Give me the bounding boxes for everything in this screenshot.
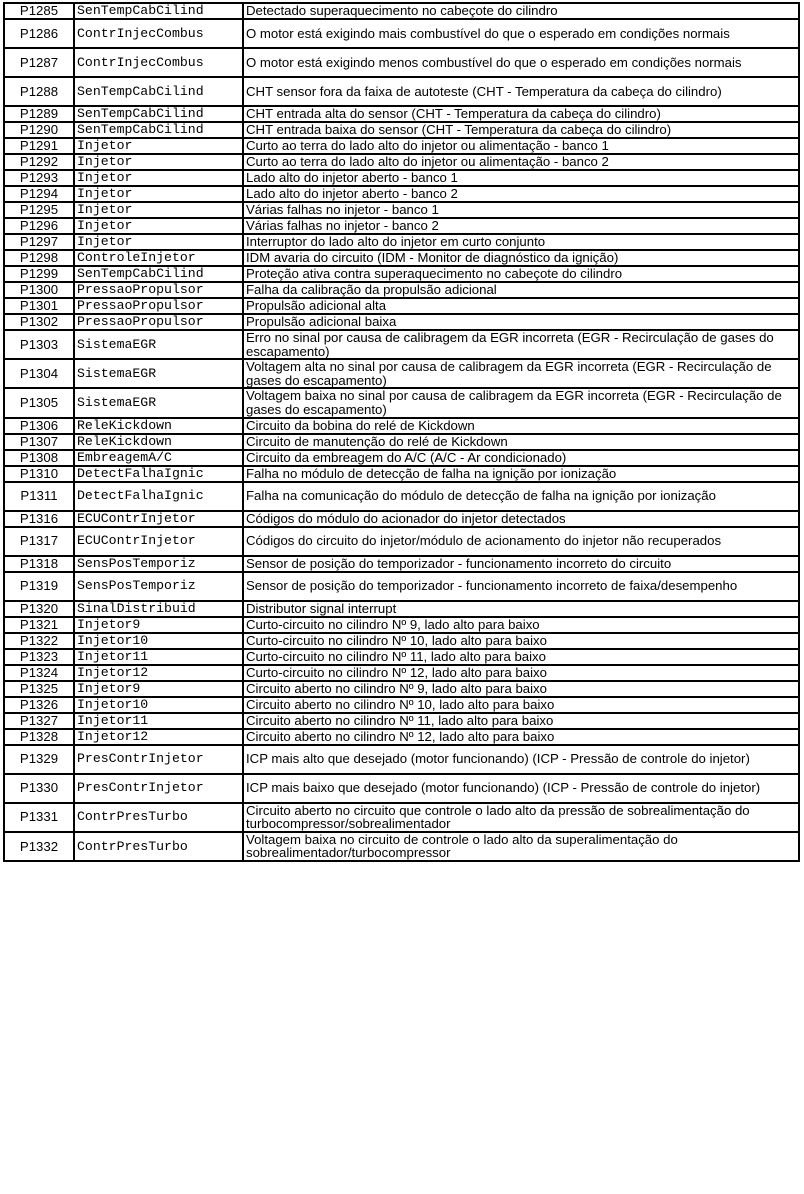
description-cell: Interruptor do lado alto do injetor em curto conjunto xyxy=(243,234,799,250)
fault-code-cell: P1326 xyxy=(4,697,74,713)
description-cell: Circuito aberto no cilindro Nº 10, lado alto para baixo xyxy=(243,697,799,713)
fault-code-cell: P1324 xyxy=(4,665,74,681)
description-cell: Voltagem baixa no sinal por causa de calibragem da EGR incorreta (EGR - Recirculação de gases do escapamento) xyxy=(243,388,799,417)
fault-code-cell: P1332 xyxy=(4,832,74,861)
description-cell: Distributor signal interrupt xyxy=(243,601,799,617)
table-row xyxy=(4,434,799,450)
system-cell: Injetor11 xyxy=(74,649,243,665)
fault-code-cell: P1310 xyxy=(4,466,74,482)
table-row xyxy=(4,729,799,745)
system-cell: Injetor11 xyxy=(74,713,243,729)
table-row xyxy=(4,450,799,466)
fault-code-cell: P1325 xyxy=(4,681,74,697)
table-row xyxy=(4,202,799,218)
description-cell: Falha no módulo de detecção de falha na ignição por ionização xyxy=(243,466,799,482)
fault-code-cell: P1306 xyxy=(4,418,74,434)
fault-code-cell: P1289 xyxy=(4,106,74,122)
fault-code-cell: P1286 xyxy=(4,19,74,48)
system-cell: DetectFalhaIgnic xyxy=(74,482,243,511)
description-cell: Propulsão adicional alta xyxy=(243,298,799,314)
table-row xyxy=(4,697,799,713)
system-cell: PressaoPropulsor xyxy=(74,298,243,314)
description-cell: Erro no sinal por causa de calibragem da EGR incorreta (EGR - Recirculação de gases do escapamento) xyxy=(243,330,799,359)
fault-code-cell: P1301 xyxy=(4,298,74,314)
fault-code-cell: P1328 xyxy=(4,729,74,745)
description-cell: Detectado superaquecimento no cabeçote do cilindro xyxy=(243,3,799,19)
description-cell: Falha da calibração da propulsão adicional xyxy=(243,282,799,298)
description-cell: Circuito aberto no cilindro Nº 9, lado alto para baixo xyxy=(243,681,799,697)
system-cell: Injetor10 xyxy=(74,697,243,713)
description-cell: CHT sensor fora da faixa de autoteste (CHT - Temperatura da cabeça do cilindro) xyxy=(243,77,799,106)
system-cell: ECUContrInjetor xyxy=(74,527,243,556)
table-row xyxy=(4,527,799,556)
table-row xyxy=(4,234,799,250)
system-cell: Injetor12 xyxy=(74,665,243,681)
fault-code-cell: P1299 xyxy=(4,266,74,282)
description-cell: Lado alto do injetor aberto - banco 1 xyxy=(243,170,799,186)
fault-code-cell: P1330 xyxy=(4,774,74,803)
fault-code-cell: P1293 xyxy=(4,170,74,186)
table-row xyxy=(4,298,799,314)
system-cell: SenTempCabCilind xyxy=(74,266,243,282)
system-cell: ReleKickdown xyxy=(74,434,243,450)
fault-code-cell: P1321 xyxy=(4,617,74,633)
description-cell: Circuito da embreagem do A/C (A/C - Ar condicionado) xyxy=(243,450,799,466)
description-cell: Curto ao terra do lado alto do injetor ou alimentação - banco 2 xyxy=(243,154,799,170)
fault-code-cell: P1320 xyxy=(4,601,74,617)
system-cell: PressaoPropulsor xyxy=(74,314,243,330)
fault-code-cell: P1316 xyxy=(4,511,74,527)
description-cell: Curto ao terra do lado alto do injetor ou alimentação - banco 1 xyxy=(243,138,799,154)
description-cell: Códigos do módulo do acionador do injetor detectados xyxy=(243,511,799,527)
system-cell: Injetor9 xyxy=(74,617,243,633)
system-cell: Injetor xyxy=(74,218,243,234)
fault-code-cell: P1318 xyxy=(4,556,74,572)
description-cell: Curto-circuito no cilindro Nº 9, lado alto para baixo xyxy=(243,617,799,633)
system-cell: ContrInjecCombus xyxy=(74,19,243,48)
fault-code-cell: P1298 xyxy=(4,250,74,266)
table-row xyxy=(4,48,799,77)
dtc-code-table xyxy=(3,2,800,862)
fault-code-cell: P1295 xyxy=(4,202,74,218)
system-cell: SistemaEGR xyxy=(74,388,243,417)
table-row xyxy=(4,77,799,106)
description-cell: Curto-circuito no cilindro Nº 10, lado alto para baixo xyxy=(243,633,799,649)
description-cell: ICP mais alto que desejado (motor funcionando) (ICP - Pressão de controle do injetor) xyxy=(243,745,799,774)
table-row xyxy=(4,713,799,729)
description-cell: Sensor de posição do temporizador - funcionamento incorreto do circuito xyxy=(243,556,799,572)
fault-code-cell: P1304 xyxy=(4,359,74,388)
table-row xyxy=(4,314,799,330)
description-cell: CHT entrada baixa do sensor (CHT - Temperatura da cabeça do cilindro) xyxy=(243,122,799,138)
table-row xyxy=(4,122,799,138)
description-cell: Propulsão adicional baixa xyxy=(243,314,799,330)
system-cell: PresContrInjetor xyxy=(74,774,243,803)
system-cell: SenTempCabCilind xyxy=(74,77,243,106)
system-cell: Injetor xyxy=(74,202,243,218)
table-row xyxy=(4,359,799,388)
system-cell: EmbreagemA/C xyxy=(74,450,243,466)
system-cell: SensPosTemporiz xyxy=(74,556,243,572)
table-row xyxy=(4,154,799,170)
description-cell: Várias falhas no injetor - banco 1 xyxy=(243,202,799,218)
system-cell: ECUContrInjetor xyxy=(74,511,243,527)
table-row xyxy=(4,138,799,154)
fault-code-cell: P1292 xyxy=(4,154,74,170)
fault-code-cell: P1303 xyxy=(4,330,74,359)
fault-code-cell: P1291 xyxy=(4,138,74,154)
table-row xyxy=(4,774,799,803)
fault-code-cell: P1296 xyxy=(4,218,74,234)
system-cell: ContrPresTurbo xyxy=(74,803,243,832)
fault-code-cell: P1329 xyxy=(4,745,74,774)
system-cell: SistemaEGR xyxy=(74,330,243,359)
description-cell: Lado alto do injetor aberto - banco 2 xyxy=(243,186,799,202)
description-cell: Circuito aberto no cilindro Nº 12, lado alto para baixo xyxy=(243,729,799,745)
table-row xyxy=(4,482,799,511)
table-row xyxy=(4,832,799,861)
system-cell: SenTempCabCilind xyxy=(74,106,243,122)
table-row xyxy=(4,250,799,266)
fault-code-cell: P1319 xyxy=(4,572,74,601)
system-cell: DetectFalhaIgnic xyxy=(74,466,243,482)
description-cell: Várias falhas no injetor - banco 2 xyxy=(243,218,799,234)
system-cell: Injetor xyxy=(74,170,243,186)
description-cell: Circuito de manutenção do relé de Kickdown xyxy=(243,434,799,450)
table-row xyxy=(4,601,799,617)
fault-code-cell: P1287 xyxy=(4,48,74,77)
table-row xyxy=(4,19,799,48)
description-cell: Sensor de posição do temporizador - funcionamento incorreto de faixa/desempenho xyxy=(243,572,799,601)
description-cell: Voltagem baixa no circuito de controle o lado alto da superalimentação do sobrealimentador/turbocompressor xyxy=(243,832,799,861)
system-cell: PresContrInjetor xyxy=(74,745,243,774)
description-cell: Circuito aberto no cilindro Nº 11, lado alto para baixo xyxy=(243,713,799,729)
description-cell: Curto-circuito no cilindro Nº 12, lado alto para baixo xyxy=(243,665,799,681)
table-row xyxy=(4,745,799,774)
table-row xyxy=(4,649,799,665)
system-cell: SensPosTemporiz xyxy=(74,572,243,601)
table-row xyxy=(4,681,799,697)
fault-code-cell: P1323 xyxy=(4,649,74,665)
system-cell: SinalDistribuid xyxy=(74,601,243,617)
table-row xyxy=(4,3,799,19)
system-cell: Injetor xyxy=(74,154,243,170)
description-cell: O motor está exigindo mais combustível do que o esperado em condições normais xyxy=(243,19,799,48)
fault-code-cell: P1308 xyxy=(4,450,74,466)
fault-code-cell: P1285 xyxy=(4,3,74,19)
table-row xyxy=(4,282,799,298)
fault-code-cell: P1311 xyxy=(4,482,74,511)
description-cell: Voltagem alta no sinal por causa de calibragem da EGR incorreta (EGR - Recirculação de gases do escapamento) xyxy=(243,359,799,388)
table-row xyxy=(4,266,799,282)
fault-code-cell: P1297 xyxy=(4,234,74,250)
description-cell: Circuito aberto no circuito que controle o lado alto da pressão de sobrealimentação do turbocompressor/sobrealimentador xyxy=(243,803,799,832)
description-cell: IDM avaria do circuito (IDM - Monitor de diagnóstico da ignição) xyxy=(243,250,799,266)
table-row xyxy=(4,186,799,202)
table-row xyxy=(4,106,799,122)
table-row xyxy=(4,218,799,234)
description-cell: O motor está exigindo menos combustível do que o esperado em condições normais xyxy=(243,48,799,77)
fault-code-cell: P1331 xyxy=(4,803,74,832)
system-cell: Injetor9 xyxy=(74,681,243,697)
system-cell: Injetor xyxy=(74,138,243,154)
fault-code-cell: P1307 xyxy=(4,434,74,450)
table-row xyxy=(4,803,799,832)
dtc-table-body xyxy=(4,3,799,861)
table-row xyxy=(4,388,799,417)
description-cell: Falha na comunicação do módulo de detecção de falha na ignição por ionização xyxy=(243,482,799,511)
system-cell: SistemaEGR xyxy=(74,359,243,388)
fault-code-cell: P1288 xyxy=(4,77,74,106)
fault-code-cell: P1302 xyxy=(4,314,74,330)
fault-code-cell: P1294 xyxy=(4,186,74,202)
table-row xyxy=(4,665,799,681)
fault-code-cell: P1322 xyxy=(4,633,74,649)
fault-code-cell: P1300 xyxy=(4,282,74,298)
fault-code-cell: P1327 xyxy=(4,713,74,729)
table-row xyxy=(4,466,799,482)
description-cell: CHT entrada alta do sensor (CHT - Temperatura da cabeça do cilindro) xyxy=(243,106,799,122)
system-cell: ControleInjetor xyxy=(74,250,243,266)
system-cell: SenTempCabCilind xyxy=(74,3,243,19)
fault-code-cell: P1305 xyxy=(4,388,74,417)
system-cell: ContrPresTurbo xyxy=(74,832,243,861)
system-cell: Injetor xyxy=(74,234,243,250)
fault-code-cell: P1317 xyxy=(4,527,74,556)
table-row xyxy=(4,556,799,572)
description-cell: Proteção ativa contra superaquecimento no cabeçote do cilindro xyxy=(243,266,799,282)
system-cell: Injetor xyxy=(74,186,243,202)
table-row xyxy=(4,511,799,527)
system-cell: PressaoPropulsor xyxy=(74,282,243,298)
table-row xyxy=(4,170,799,186)
table-row xyxy=(4,572,799,601)
table-row xyxy=(4,633,799,649)
table-row xyxy=(4,330,799,359)
system-cell: SenTempCabCilind xyxy=(74,122,243,138)
description-cell: Circuito da bobina do relé de Kickdown xyxy=(243,418,799,434)
system-cell: Injetor10 xyxy=(74,633,243,649)
table-row xyxy=(4,617,799,633)
system-cell: ReleKickdown xyxy=(74,418,243,434)
table-row xyxy=(4,418,799,434)
fault-code-cell: P1290 xyxy=(4,122,74,138)
description-cell: ICP mais baixo que desejado (motor funcionando) (ICP - Pressão de controle do injetor) xyxy=(243,774,799,803)
description-cell: Curto-circuito no cilindro Nº 11, lado alto para baixo xyxy=(243,649,799,665)
system-cell: ContrInjecCombus xyxy=(74,48,243,77)
description-cell: Códigos do circuito do injetor/módulo de acionamento do injetor não recuperados xyxy=(243,527,799,556)
system-cell: Injetor12 xyxy=(74,729,243,745)
